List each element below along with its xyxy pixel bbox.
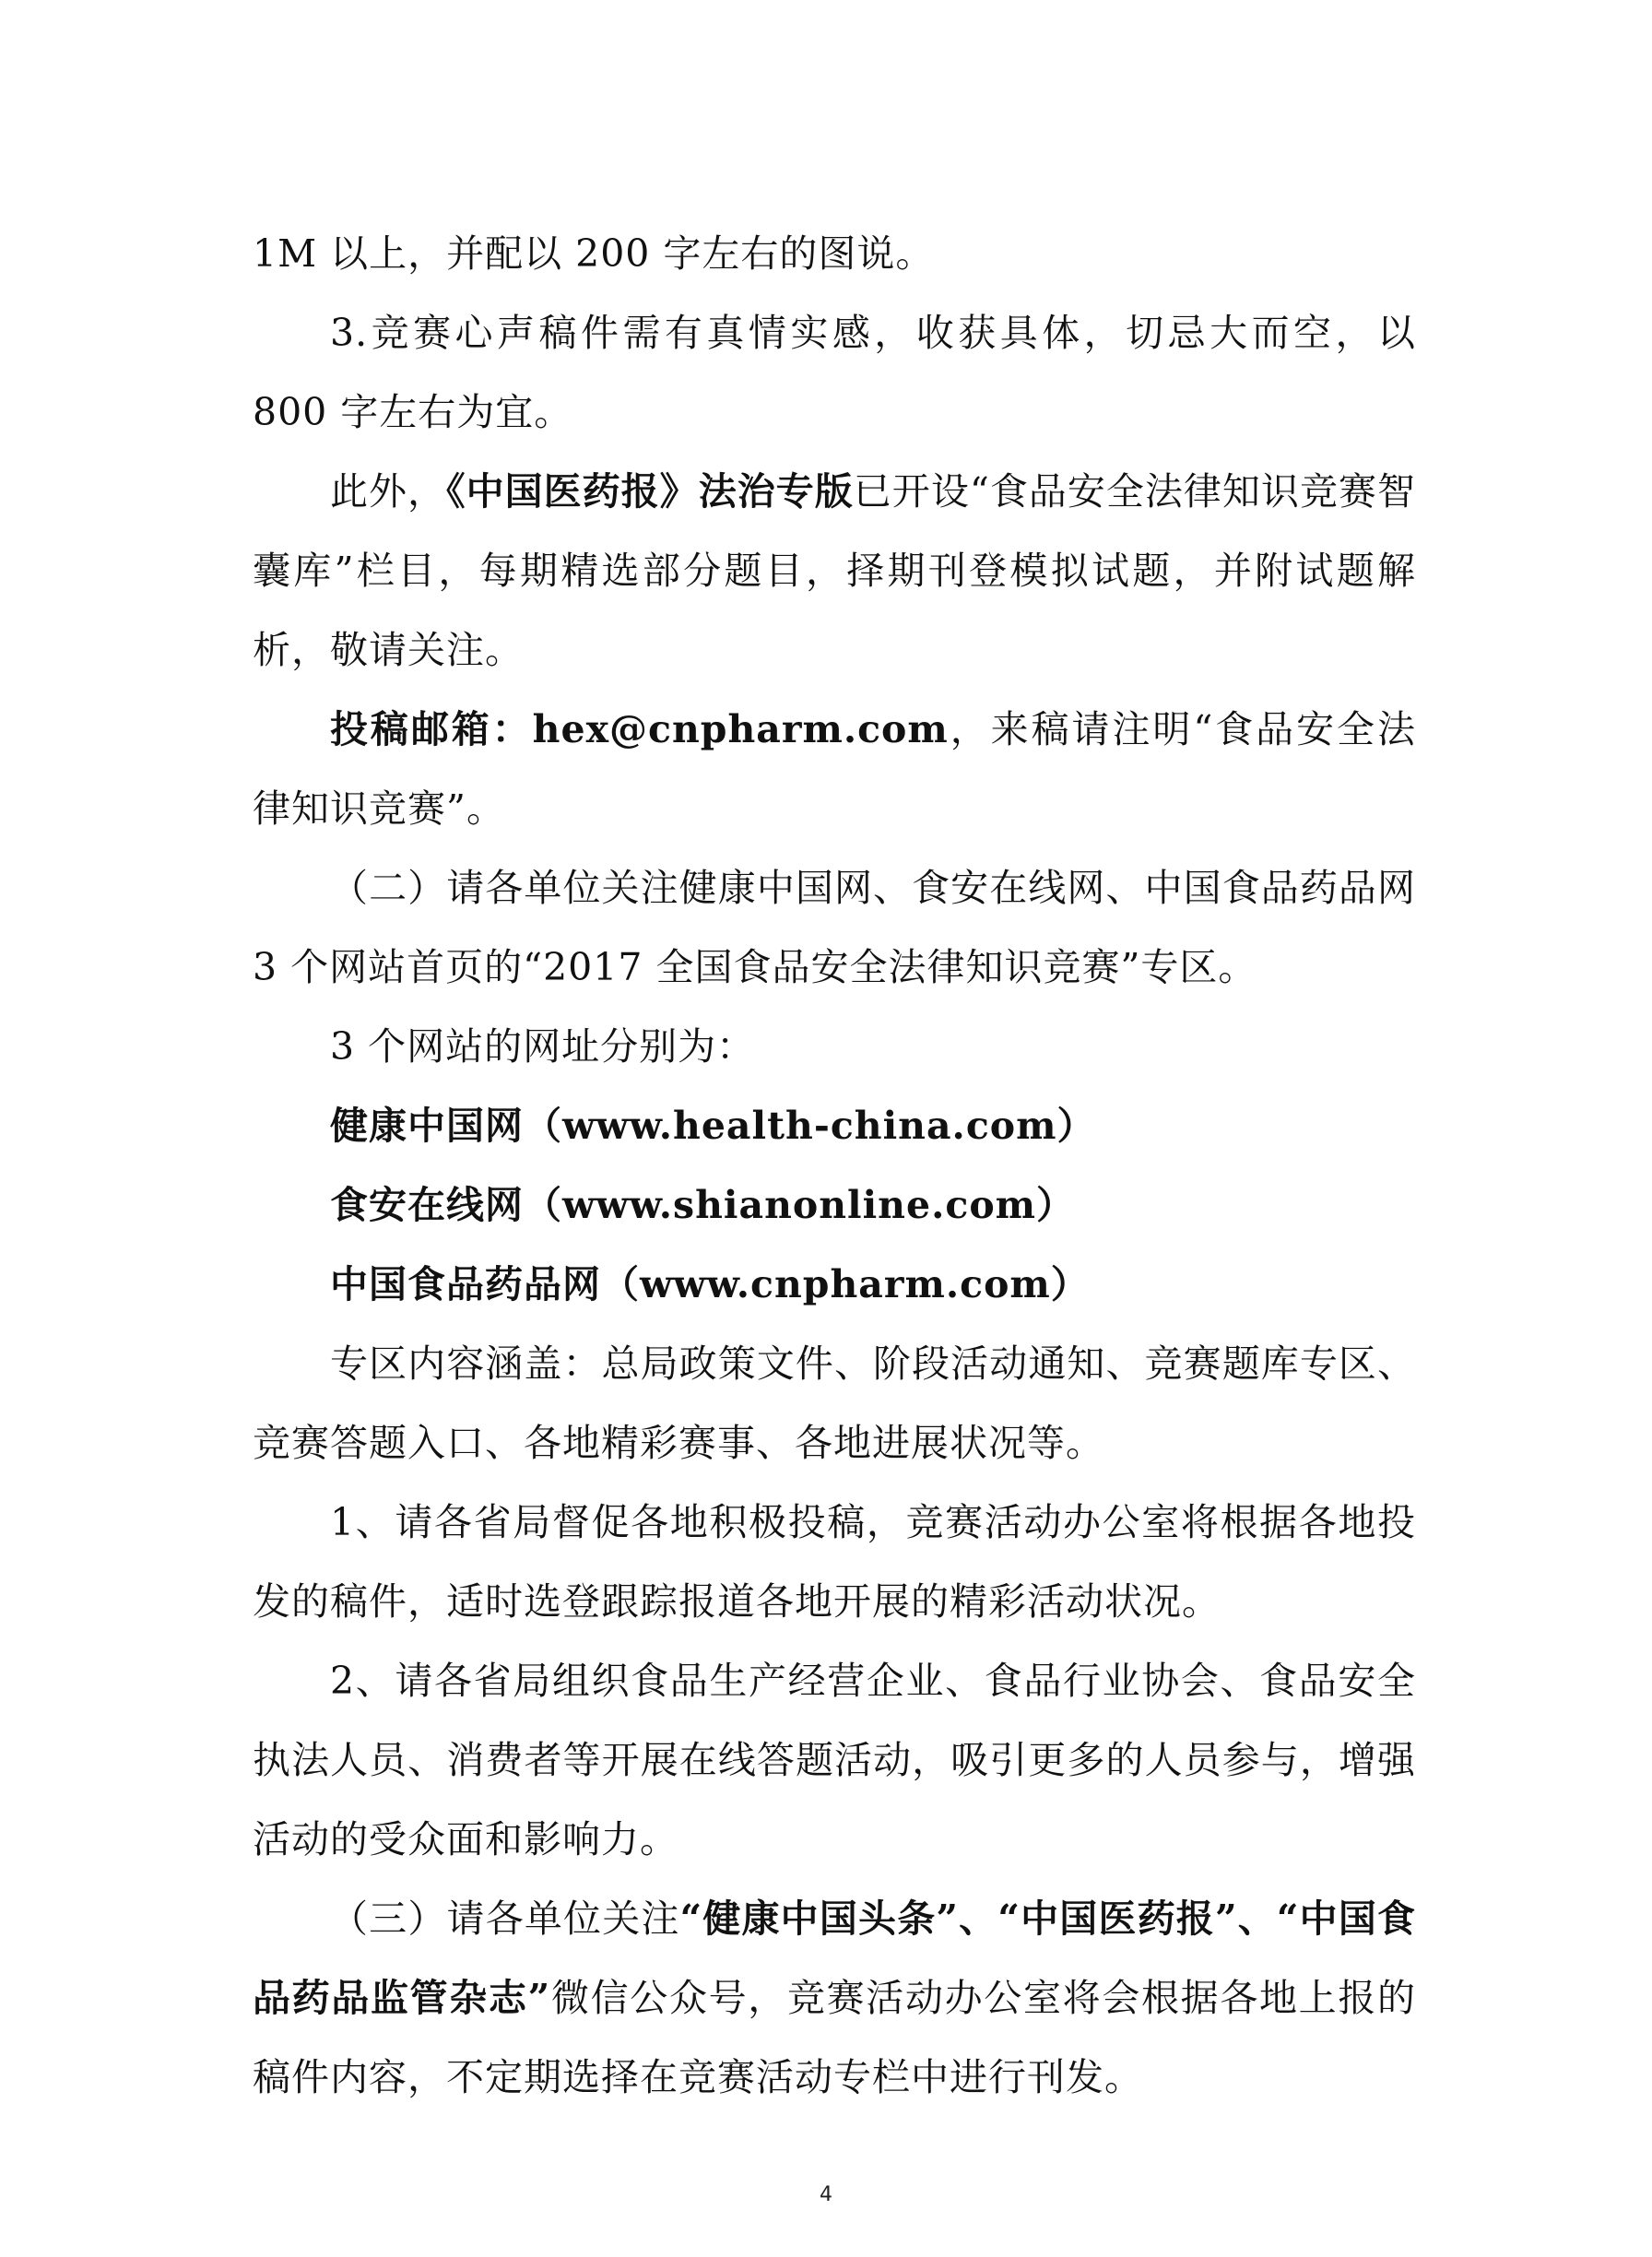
paragraph-essay-requirement [253,293,1416,452]
body-text [253,214,1416,2117]
wechat-accounts: “健康中国头条”、“中国医药报”、“中国食品药品监管杂志” [253,1897,1416,2020]
paragraph-section-three [253,1879,1416,2117]
website-cnpharm: 中国食品药品网（www.cnpharm.com） [330,1262,1090,1306]
page-number: 4 [820,2183,832,2206]
paragraph-text: 3.竞赛心声稿件需有真情实感，收获具体，切忌大而空，以 800 字左右为宜。 [253,311,1416,434]
website-shianonline: 食安在线网（www.shianonline.com） [330,1183,1076,1227]
paragraph-newspaper-column [253,452,1416,690]
paragraph-zone-content [253,1324,1416,1483]
paragraph-text: 此外， [330,469,447,514]
paragraph-text: 2、请各省局组织食品生产经营企业、食品行业协会、食品安全执法人员、消费者等开展在线答题活动，吸引更多的人员参与，增强活动的受众面和影响力。 [253,1659,1416,1861]
submission-email: 投稿邮箱：hex@cnpharm.com [330,707,949,751]
paragraph-submission-email [253,690,1416,848]
paragraph-text: 1M 以上，并配以 200 字左右的图说。 [253,231,935,276]
paragraph-text: 已开设“食品安全法律知识竞赛智囊库”栏目，每期精选部分题目，择期刊登模拟试题，并附试题解析，敬请关注。 [253,469,1417,672]
paragraph-text: （三）请各单位关注 [330,1897,680,1941]
paragraph-text: 专区内容涵盖：总局政策文件、阶段活动通知、竞赛题库专区、竞赛答题入口、各地精彩赛事、各地进展状况等。 [253,1341,1416,1465]
paragraph-text: 3 个网站的网址分别为： [330,1024,756,1069]
paragraph-text: ，来稿请注明“食品安全法律知识竞赛”。 [253,707,1416,831]
paragraph-item-one [253,1483,1416,1641]
website-health-china: 健康中国网（www.health-china.com） [330,1104,1096,1148]
paragraph-section-two [253,848,1416,1007]
paragraph-text: （二）请各单位关注健康中国网、食安在线网、中国食品药品网 3 个网站首页的“2017 全国食品安全法律知识竞赛”专区。 [253,866,1416,989]
paragraph-text: 微信公众号，竞赛活动办公室将会根据各地上报的稿件内容，不定期选择在竞赛活动专栏中进行刊发。 [253,1976,1417,2099]
paragraph-text: 1、请各省局督促各地积极投稿，竞赛活动办公室将根据各地投发的稿件，适时选登跟踪报道各地开展的精彩活动状况。 [253,1500,1416,1624]
paragraph-photo-caption-note [253,214,1416,293]
newspaper-name: 《中国医药报》法治专版 [446,469,854,514]
paragraph-item-two [253,1641,1416,1879]
paragraph-websites-intro [253,1007,1416,1086]
